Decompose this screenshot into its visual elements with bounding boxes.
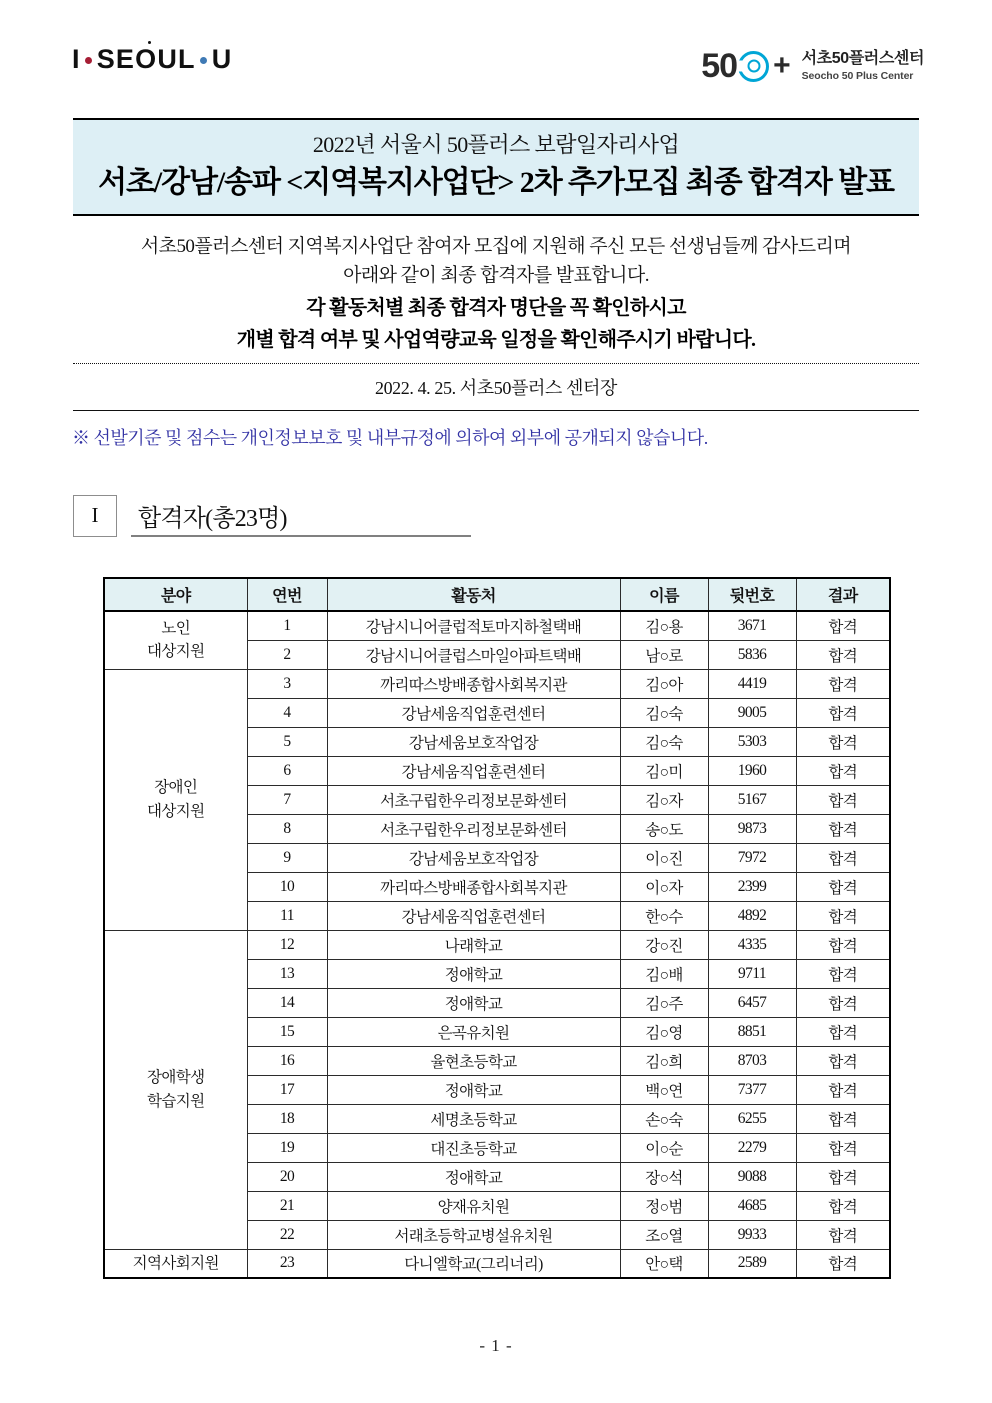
cell-number: 5836 <box>708 640 796 669</box>
cell-result: 합격 <box>796 756 890 785</box>
cell-no: 21 <box>247 1191 327 1220</box>
col-header-result: 결과 <box>796 578 890 611</box>
cell-number: 8851 <box>708 1017 796 1046</box>
cell-org: 양재유치원 <box>327 1191 620 1220</box>
cell-org: 강남세움보호작업장 <box>327 727 620 756</box>
cell-result: 합격 <box>796 843 890 872</box>
emphasis-paragraph <box>73 292 919 356</box>
cell-number: 1960 <box>708 756 796 785</box>
cell-org: 서초구립한우리정보문화센터 <box>327 785 620 814</box>
cell-result: 합격 <box>796 959 890 988</box>
cell-org: 은곡유치원 <box>327 1017 620 1046</box>
cell-result: 합격 <box>796 640 890 669</box>
cell-org: 서초구립한우리정보문화센터 <box>327 814 620 843</box>
roster-table-wrapper <box>103 577 889 1279</box>
cell-result: 합격 <box>796 814 890 843</box>
category-line-1: 지역사회지원 <box>132 1254 219 1272</box>
cell-number: 4685 <box>708 1191 796 1220</box>
cell-number: 9873 <box>708 814 796 843</box>
cell-name: 이○순 <box>620 1133 708 1162</box>
table-row <box>104 669 890 698</box>
category-line-2: 대상지원 <box>147 802 205 820</box>
solid-divider <box>73 410 919 411</box>
privacy-notice: ※ 선발기준 및 점수는 개인정보보호 및 내부규정에 의하여 외부에 공개되지 않습니다. <box>72 428 708 448</box>
cell-no: 3 <box>247 669 327 698</box>
table-row <box>104 1249 890 1278</box>
cell-result: 합격 <box>796 988 890 1017</box>
roster-table-head <box>104 578 890 611</box>
cell-result: 합격 <box>796 727 890 756</box>
cell-org: 율현초등학교 <box>327 1046 620 1075</box>
intro-line-2: 아래와 같이 최종 합격자를 발표합니다. <box>343 265 649 287</box>
emphasis-line-1: 각 활동처별 최종 합격자 명단을 꼭 확인하시고 <box>306 297 686 319</box>
category-line-1: 장애인 <box>154 779 198 797</box>
roster-table <box>103 577 891 1279</box>
cell-org: 서래초등학교병설유치원 <box>327 1220 620 1249</box>
cell-name: 김○미 <box>620 756 708 785</box>
cell-number: 2399 <box>708 872 796 901</box>
cell-name: 정○범 <box>620 1191 708 1220</box>
cell-result: 합격 <box>796 1075 890 1104</box>
cell-name: 남○로 <box>620 640 708 669</box>
cell-category <box>104 611 247 669</box>
seoul-logo-seoul: SEOUL <box>96 44 196 74</box>
table-header-row <box>104 578 890 611</box>
page-number: - 1 - <box>479 1336 513 1355</box>
cell-no: 23 <box>247 1249 327 1278</box>
cell-no: 7 <box>247 785 327 814</box>
cell-org: 강남세움직업훈련센터 <box>327 756 620 785</box>
col-header-org: 활동처 <box>327 578 620 611</box>
seoul-logo-u: U <box>211 44 233 74</box>
cell-result: 합격 <box>796 1046 890 1075</box>
cell-name: 김○용 <box>620 611 708 640</box>
cell-name: 김○희 <box>620 1046 708 1075</box>
cell-no: 1 <box>247 611 327 640</box>
cell-no: 17 <box>247 1075 327 1104</box>
cell-org: 정애학교 <box>327 959 620 988</box>
cell-org: 대진초등학교 <box>327 1133 620 1162</box>
table-row <box>104 611 890 640</box>
cell-name: 조○열 <box>620 1220 708 1249</box>
cell-no: 10 <box>247 872 327 901</box>
cell-name: 김○숙 <box>620 727 708 756</box>
cell-org: 강남시니어클럽스마일아파트택배 <box>327 640 620 669</box>
cell-no: 8 <box>247 814 327 843</box>
cell-no: 4 <box>247 698 327 727</box>
cell-name: 김○영 <box>620 1017 708 1046</box>
cell-result: 합격 <box>796 669 890 698</box>
category-line-1: 노인 <box>161 620 191 637</box>
col-header-no: 연번 <box>247 578 327 611</box>
intro-paragraph <box>73 232 919 291</box>
cell-org: 강남세움직업훈련센터 <box>327 901 620 930</box>
banner-subtitle: 2022년 서울시 50플러스 보람일자리사업 <box>312 132 680 157</box>
cell-name: 송○도 <box>620 814 708 843</box>
cell-no: 14 <box>247 988 327 1017</box>
col-header-name: 이름 <box>620 578 708 611</box>
cell-result: 합격 <box>796 611 890 640</box>
cell-number: 9088 <box>708 1162 796 1191</box>
cell-org: 강남시니어클럽적토마지하철택배 <box>327 611 620 640</box>
cell-number: 4892 <box>708 901 796 930</box>
col-header-number: 뒷번호 <box>708 578 796 611</box>
page-title: 서초/강남/송파 <지역복지사업단> 2차 추가모집 최종 합격자 발표 <box>98 165 894 199</box>
seoul-logo-i: I <box>72 44 81 74</box>
cell-no: 2 <box>247 640 327 669</box>
cell-result: 합격 <box>796 1220 890 1249</box>
col-header-category: 분야 <box>104 578 247 611</box>
cell-result: 합격 <box>796 698 890 727</box>
cell-org: 까리따스방배종합사회복지관 <box>327 669 620 698</box>
fifty-plus-mark <box>701 49 790 83</box>
dotted-divider <box>73 363 919 364</box>
fifty-mark-plus: + <box>773 49 791 82</box>
cell-category <box>104 669 247 930</box>
cell-number: 2589 <box>708 1249 796 1278</box>
roster-table-body <box>104 611 890 1278</box>
cell-name: 김○주 <box>620 988 708 1017</box>
cell-no: 12 <box>247 930 327 959</box>
cell-name: 손○숙 <box>620 1104 708 1133</box>
cell-org: 정애학교 <box>327 1162 620 1191</box>
cell-number: 6457 <box>708 988 796 1017</box>
cell-no: 9 <box>247 843 327 872</box>
cell-org: 나래학교 <box>327 930 620 959</box>
title-banner <box>73 118 919 216</box>
center-name-korean: 서초50플러스센터 <box>801 49 924 67</box>
cell-name: 백○연 <box>620 1075 708 1104</box>
table-row <box>104 930 890 959</box>
intro-line-1: 서초50플러스센터 지역복지사업단 참여자 모집에 지원해 주신 모든 선생님들께 감사드리며 <box>140 236 852 257</box>
cell-result: 합격 <box>796 1017 890 1046</box>
cell-no: 16 <box>247 1046 327 1075</box>
cell-result: 합격 <box>796 785 890 814</box>
cell-category <box>104 1249 247 1278</box>
cell-no: 11 <box>247 901 327 930</box>
section-title: 합격자(총23명) <box>131 495 471 537</box>
cell-name: 김○배 <box>620 959 708 988</box>
cell-number: 2279 <box>708 1133 796 1162</box>
cell-number: 3671 <box>708 611 796 640</box>
red-dot-icon <box>85 57 92 64</box>
signature-line: 2022. 4. 25. 서초50플러스 센터장 <box>374 378 617 398</box>
cell-result: 합격 <box>796 1133 890 1162</box>
cell-no: 22 <box>247 1220 327 1249</box>
i-seoul-u-logo <box>72 46 232 73</box>
center-name-english: Seocho 50 Plus Center <box>801 70 914 83</box>
cell-number: 9933 <box>708 1220 796 1249</box>
emphasis-line-2: 개별 합격 여부 및 사업역량교육 일정을 확인해주시기 바랍니다. <box>236 329 756 351</box>
cell-name: 이○자 <box>620 872 708 901</box>
cell-org: 정애학교 <box>327 988 620 1017</box>
cell-no: 6 <box>247 756 327 785</box>
cell-name: 이○진 <box>620 843 708 872</box>
cell-number: 6255 <box>708 1104 796 1133</box>
fifty-plus-ring-icon <box>738 51 769 82</box>
cell-name: 장○석 <box>620 1162 708 1191</box>
cell-org: 까리따스방배종합사회복지관 <box>327 872 620 901</box>
category-line-1: 장애학생 <box>147 1069 205 1087</box>
cell-name: 한○수 <box>620 901 708 930</box>
cell-no: 13 <box>247 959 327 988</box>
section-number-box: I <box>73 495 117 537</box>
logo-bar <box>0 38 992 100</box>
cell-number: 8703 <box>708 1046 796 1075</box>
category-line-2: 대상지원 <box>147 643 205 661</box>
cell-org: 다니엘학교(그리너리) <box>327 1249 620 1278</box>
seocho-50plus-center-logo <box>701 38 924 94</box>
cell-result: 합격 <box>796 901 890 930</box>
cell-name: 김○자 <box>620 785 708 814</box>
blue-dot-icon <box>200 57 207 64</box>
cell-number: 7972 <box>708 843 796 872</box>
cell-number: 4419 <box>708 669 796 698</box>
fifty-mark-number: 50 <box>701 47 738 85</box>
section-heading <box>73 495 493 541</box>
cell-result: 합격 <box>796 872 890 901</box>
cell-no: 20 <box>247 1162 327 1191</box>
cell-number: 5303 <box>708 727 796 756</box>
cell-result: 합격 <box>796 1191 890 1220</box>
cell-number: 7377 <box>708 1075 796 1104</box>
cell-org: 정애학교 <box>327 1075 620 1104</box>
cell-number: 5167 <box>708 785 796 814</box>
cell-org: 세명초등학교 <box>327 1104 620 1133</box>
cell-number: 9005 <box>708 698 796 727</box>
cell-number: 9711 <box>708 959 796 988</box>
cell-org: 강남세움보호작업장 <box>327 843 620 872</box>
cell-name: 강○진 <box>620 930 708 959</box>
cell-result: 합격 <box>796 1249 890 1278</box>
category-line-2: 학습지원 <box>147 1092 205 1110</box>
cell-name: 김○숙 <box>620 698 708 727</box>
cell-result: 합격 <box>796 1104 890 1133</box>
cell-no: 19 <box>247 1133 327 1162</box>
cell-no: 18 <box>247 1104 327 1133</box>
cell-no: 15 <box>247 1017 327 1046</box>
cell-result: 합격 <box>796 930 890 959</box>
cell-no: 5 <box>247 727 327 756</box>
cell-org: 강남세움직업훈련센터 <box>327 698 620 727</box>
cell-name: 김○아 <box>620 669 708 698</box>
center-logo-names <box>802 50 924 82</box>
cell-number: 4335 <box>708 930 796 959</box>
cell-result: 합격 <box>796 1162 890 1191</box>
cell-category <box>104 930 247 1249</box>
cell-name: 안○택 <box>620 1249 708 1278</box>
